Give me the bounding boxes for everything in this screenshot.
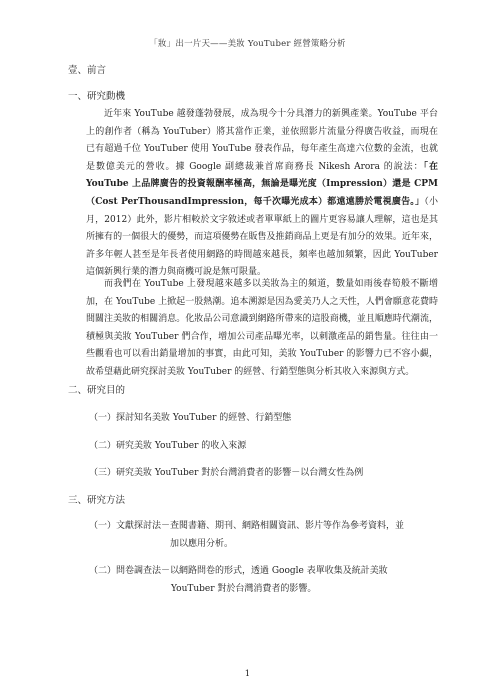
- motivation-p1-text-a: 近年來 YouTube 越發蓬勃發展，成為現今十分具潛力的新興產業。YouTube 平台上的創作者（稱為 YouTuber）將其當作正業，並依照影片流量分得廣告收益，而現在已有超過千位 YouTuber 使用 YouTube 發表作品，每年產生高達六位數的金流，也就是數億美元的營收。據 Google 副總裁兼首席商務長 Nikesh Arora 的說法：: [86, 109, 438, 172]
- section-heading-purpose: 二、研究目的: [68, 385, 126, 396]
- motivation-p1-quote: 「在 YouTube 上品牌廣告的投資報酬率極高，無論是曝光度（Impression）還是 CPM（Cost PerThousandImpression，每千次曝光成本）都遠遠勝於電視廣告。」: [86, 161, 438, 207]
- page-number: 1: [244, 669, 251, 679]
- section-heading-method: 三、研究方法: [68, 495, 126, 506]
- purpose-item-1: （一）探討知名美妝 YouTuber 的經營、行銷型態: [89, 413, 292, 423]
- motivation-p1-text-b: （小月，2012）此外，影片相較於文字敘述或者單單紙上的圖片更容易讓人理解，這也是其所擁有的一個很大的優勢，而這項優勢在販售及推銷商品上更是有加分的效果。近年來，許多年輕人甚至是年長者使用網路的時間越來越長，頻率也越加頻繁，因此 YouTuber 這個新興行業的潛力與商機可說是無可限量。: [86, 196, 438, 278]
- method-item-2-line-2: YouTuber 對於台灣消費者的影響。: [171, 583, 317, 594]
- chapter-title: 壹、前言: [68, 65, 107, 76]
- motivation-paragraph-1: [86, 106, 438, 282]
- purpose-item-3: （三）研究美妝 YouTuber 對於台灣消費者的影響－以台灣女性為例: [89, 468, 364, 478]
- method-item-1: [89, 518, 439, 553]
- purpose-item-2: （二）研究美妝 YouTuber 的收入來源: [89, 441, 247, 451]
- method-item-1-line-1: （一）文獻探討法－查閱書籍、期刊、網路相關資訊、影片等作為參考資料，並: [89, 521, 405, 531]
- method-item-2-line-1: （二）問卷調查法－以網路問卷的形式，透過 Google 表單收集及統計美妝: [89, 566, 388, 576]
- method-item-1-line-2: 加以應用分析。: [170, 538, 234, 549]
- motivation-paragraph-2: 而我們在 YouTube 上發現越來越多以美妝為主的頻道，數量如雨後春筍般不斷增加，在 YouTube 上掀起一股熱潮。追本溯源是因為愛美乃人之天性，人們會願意花費時間關注美妝的相關消息。化妝品公司意識到網路所帶來的這股商機，並且順應時代潮流，積極與美妝 YouTuber 們合作，增加公司產品曝光率，以刺激產品的銷售量。往往由一些觀看也可以看出銷量增加的事實，由此可知，美妝 YouTuber 的影響力已不容小覷，故希望藉此研究探討美妝 YouTuber 的經營、行銷型態與分析其收入來源與方式。: [86, 279, 438, 377]
- method-item-2: [89, 563, 439, 598]
- running-header: 「妝」出一片天——美妝 YouTuber 經營策略分析: [149, 39, 346, 49]
- section-heading-motivation: 一、研究動機: [68, 91, 126, 102]
